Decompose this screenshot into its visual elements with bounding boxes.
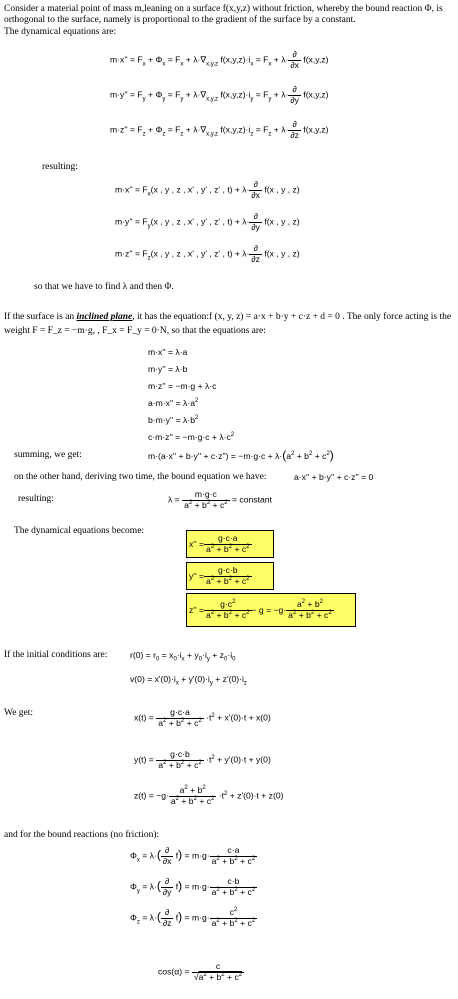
summing-label: summing, we get: (14, 450, 82, 460)
eq-resulting-y: $m\cdot y'' = F_y(x$ , y , z , x' , y' , z' , t) + λ· $\frac{\partial}{\partial y}$ f(x , y , z) (115, 211, 300, 232)
reaction-z: $\Phi_z = \lambda\cdot$( $\frac{\partial}{\partial z}$ f) = m·g· $\frac{c^2}{a^2 + b^2 + c^2}$ (130, 907, 256, 928)
inclined-post: , it has the equation:f (x, y, z) = a·x + b·y + c·z + d = 0 . The only force acting is the (132, 312, 452, 322)
initial-label: If the initial conditions are: (4, 650, 108, 660)
intro-paragraph (4, 4, 454, 38)
summing-eq: $m\cdot(a\cdot x'' + b\cdot y'' + c\cdot z'') = -m\cdot g\cdot c + \lambda\cdot(a^2 + b^2 + c^2)$ (148, 448, 334, 462)
solution-y: y(t) = $\frac{g\cdot c\cdot b}{a^2 + b^2 + c^2}$ $\cdot t^2 + y'(0)\cdot t + y(0)$ (134, 749, 271, 770)
intro-line-3: The dynamical equations are: (4, 26, 117, 37)
eq-plane-3: m·z'' = −m·g + λ·c (148, 381, 217, 391)
solution-z: z(t) = −g· $\frac{a^2 + b^2}{a^2 + b^2 + c^2}$ $\cdot t^2 + z'(0)\cdot t + z(0)$ (134, 785, 284, 806)
initial-eq-r: $r(0) = r_0 = x_0\cdot i_x + y_0\cdot i_y + z_0\cdot i_0$ (130, 650, 236, 663)
eq-resulting-z: $m\cdot z'' = F_z(x$ , y , z , x' , y' , z' , t) + λ· $\frac{\partial}{\partial z}$ f(x , y , z) (115, 243, 300, 264)
eq-general-y: $m\cdot y'' = F_y + \Phi_y = F_y + \lambda\cdot\nabla_{x,y,z}$ $f(x,y,z)\cdot i_y = F_y + \lambda\cdot$ $\frac{\partial}{\partial y}$ f(x,y,z) (110, 84, 329, 105)
become-label: The dynamical equations become: (14, 526, 145, 536)
eq-plane-5: $b\cdot m\cdot y'' = \lambda\cdot b^2$ (148, 415, 199, 425)
resulting-label: resulting: (42, 162, 78, 172)
inclined-pre: If the surface is an (4, 312, 77, 322)
intro-line-2: orthogonal to the surface, namely is proportional to the gradient of the surface by a constant. (4, 15, 356, 26)
find-text: so that we have to find λ and then Φ. (34, 282, 174, 292)
eq-general-x: $m\cdot x'' = F_x + \Phi_x = F_x + \lambda\cdot\nabla_{x,y,z}$ $f(x,y,z)\cdot i_x = F_x + \lambda\cdot$ $\frac{\partial}{\partial x}$ f(x,y,z) (110, 49, 329, 70)
boxed-eq-z: z'' = $\frac{g\cdot c^2}{a^2 + b^2 + c^2}$ − g = −g· $\frac{a^2 + b^2}{a^2 + b^2 + c^2}$ (186, 593, 356, 627)
eq-plane-1: m·x'' = λ·a (148, 347, 188, 357)
weget-label: We get: (4, 708, 34, 718)
eq-resulting-x: $m\cdot x'' = F_x(x$ , y , z , x' , y' , z' , t) + λ· $\frac{\partial}{\partial x}$ f(x , y , z) (115, 179, 300, 200)
deriving-label: on the other hand, deriving two time, the bound equation we have: (14, 472, 267, 482)
bound-label: and for the bound reactions (no friction): (4, 830, 160, 840)
cos-eq: cos(α) = $\frac{c}{√a^2 + b^2 + c^2}$ (158, 961, 243, 982)
reaction-y: $\Phi_y = \lambda\cdot$( $\frac{\partial}{\partial y}$ f) = m·g· $\frac{c\cdot b}{a^2 + b^2 + c^2}$ (130, 876, 256, 897)
deriving-eq: a·x'' + b·y'' + c·z'' = 0 (294, 472, 374, 482)
initial-eq-v: $v(0) = x'(0)\cdot i_x + y'(0)\cdot i_y + z'(0)\cdot i_z$ (130, 674, 247, 687)
inclined-line-1 (4, 312, 451, 323)
solution-x: x(t) = $\frac{g\cdot c\cdot a}{a^2 + b^2 + c^2}$ $\cdot t^2 + x'(0)\cdot t + x(0)$ (134, 707, 271, 728)
eq-plane-6: $c\cdot m\cdot z'' = -m\cdot g\cdot c + \lambda\cdot c^2$ (148, 432, 235, 442)
inclined-plane-term: inclined plane (76, 312, 133, 322)
lambda-eq: λ = $\frac{m\cdot g\cdot c}{a^2 + b^2 + c^2}$ = constant (168, 489, 272, 510)
boxed-eq-y: y'' = $\frac{g\cdot c\cdot b}{a^2 + b^2 + c^2}$ (186, 562, 274, 590)
eq-plane-4: $a\cdot m\cdot x'' = \lambda\cdot a^2$ (148, 398, 199, 408)
intro-line-1: Consider a material point of mass m,leaning on a surface f(x,y,z) without friction, whereby the bound reaction Φ, is (4, 4, 443, 14)
eq-general-z: $m\cdot z'' = F_z + \Phi_z = F_z + \lambda\cdot\nabla_{x,y,z}$ $f(x,y,z)\cdot i_z = F_z + \lambda\cdot$ $\frac{\partial}{\partial z}$ f(x,y,z) (110, 119, 329, 140)
reaction-x: $\Phi_x = \lambda\cdot$( $\frac{\partial}{\partial x}$ f) = m·g· $\frac{c\cdot a}{a^2 + b^2 + c^2}$ (130, 845, 256, 866)
resulting2-label: resulting: (18, 494, 54, 504)
inclined-line-2: weight F = F_z = −m·g, , F_x = F_y = 0·N, so that the equations are: (4, 326, 266, 336)
boxed-eq-x: x'' = $\frac{g\cdot c\cdot a}{a^2 + b^2 + c^2}$ (186, 530, 274, 558)
eq-plane-2: m·y'' = λ·b (148, 364, 188, 374)
